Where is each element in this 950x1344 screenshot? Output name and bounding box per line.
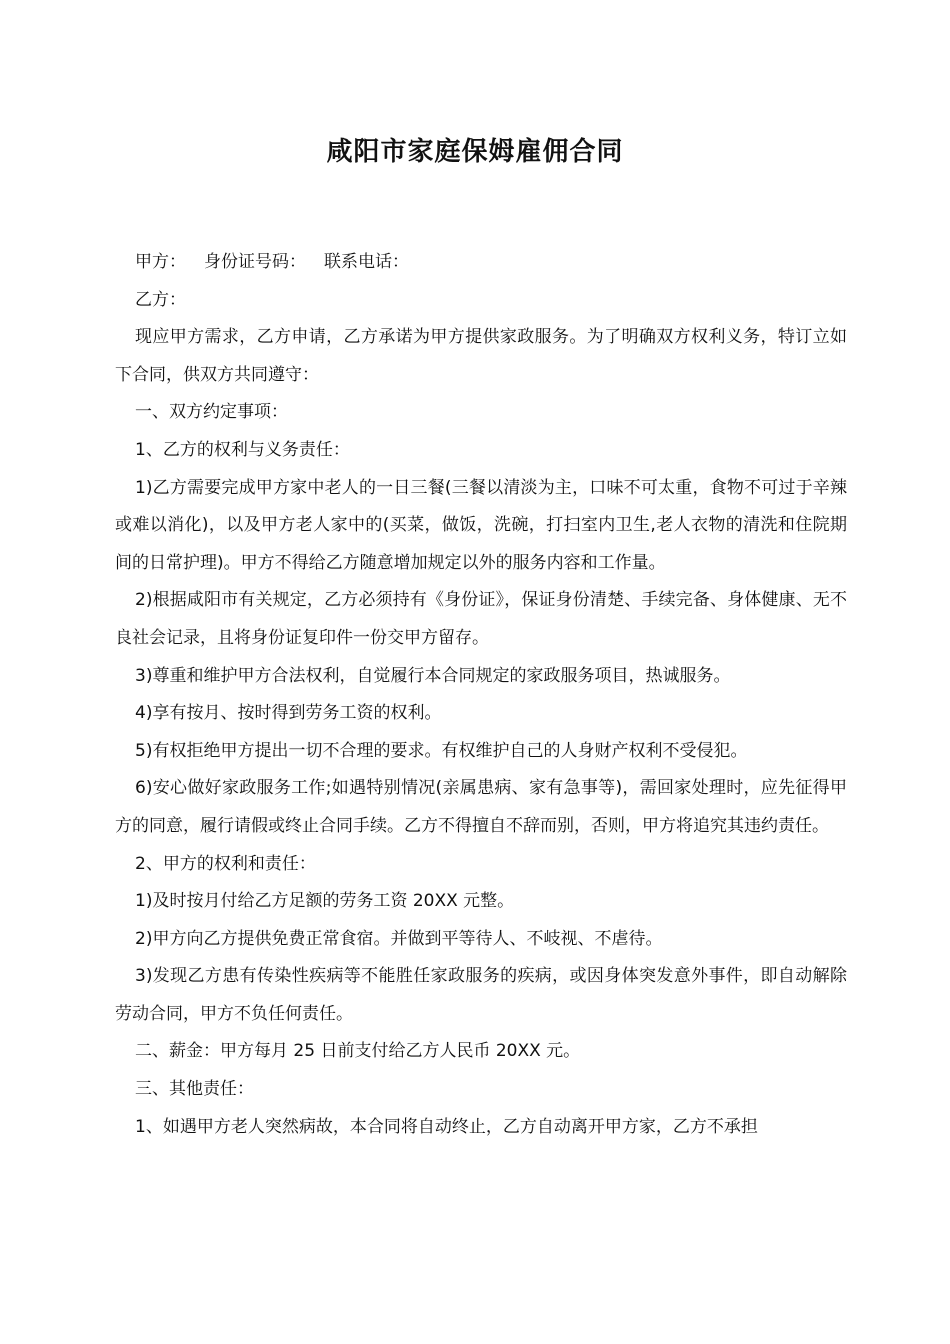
clause-b-3: 3)尊重和维护甲方合法权利，自觉履行本合同规定的家政服务项目，热诚服务。 bbox=[135, 665, 731, 686]
party-a-line bbox=[115, 244, 847, 282]
clause-a-1: 1)及时按月付给乙方足额的劳务工资 20XX 元整。 bbox=[135, 891, 515, 912]
clause-b-6: 6)安心做好家政服务工作;如遇特别情况(亲属患病、家有急事等)，需回家处理时，应先征得甲方的同意，履行请假或终止合同手续。乙方不得擅自不辞而别，否则，甲方将追究其违约责任。 bbox=[115, 778, 847, 836]
party-b-line: 乙方： bbox=[135, 289, 186, 310]
clause-a-3: 3)发现乙方患有传染性疾病等不能胜任家政服务的疾病，或因身体突发意外事件，即自动解除劳动合同，甲方不负任何责任。 bbox=[115, 966, 847, 1024]
document-body bbox=[115, 244, 847, 1146]
section-heading-1: 一、双方约定事项： bbox=[135, 402, 288, 423]
document-title: 咸阳市家庭保姆雇佣合同 bbox=[326, 137, 624, 167]
party-a-label: 甲方： bbox=[135, 252, 186, 272]
phone-label: 联系电话： bbox=[324, 252, 409, 272]
clause-b-4: 4)享有按月、按时得到劳务工资的权利。 bbox=[135, 703, 442, 724]
id-number-label: 身份证号码： bbox=[204, 252, 306, 272]
clause-b-2: 2)根据咸阳市有关规定，乙方必须持有《身份证》，保证身份清楚、手续完备、身体健康、无不良社会记录，且将身份证复印件一份交甲方留存。 bbox=[115, 590, 847, 648]
paragraph-intro: 现应甲方需求，乙方申请，乙方承诺为甲方提供家政服务。为了明确双方权利义务，特订立如下合同，供双方共同遵守： bbox=[115, 327, 847, 385]
clause-b-1: 1)乙方需要完成甲方家中老人的一日三餐(三餐以清淡为主，口味不可太重，食物不可过于辛辣或难以消化)，以及甲方老人家中的(买菜，做饭，洗碗，打扫室内卫生,老人衣物的清洗和住院期间的日常护理)。甲方不得给乙方随意增加规定以外的服务内容和工作量。 bbox=[115, 477, 847, 573]
clause-b-5: 5)有权拒绝甲方提出一切不合理的要求。有权维护自己的人身财产权利不受侵犯。 bbox=[135, 740, 748, 761]
section-salary: 二、薪金：甲方每月 25 日前支付给乙方人民币 20XX 元。 bbox=[135, 1041, 581, 1062]
section-heading-3: 三、其他责任： bbox=[135, 1079, 254, 1100]
clause-a-2: 2)甲方向乙方提供免费正常食宿。并做到平等待人、不岐视、不虐待。 bbox=[135, 928, 663, 949]
subsection-heading-a-rights: 2、甲方的权利和责任： bbox=[135, 853, 316, 874]
clause-other-1: 1、如遇甲方老人突然病故，本合同将自动终止，乙方自动离开甲方家，乙方不承担 bbox=[135, 1116, 758, 1137]
subsection-heading-b-rights: 1、乙方的权利与义务责任： bbox=[135, 439, 350, 460]
